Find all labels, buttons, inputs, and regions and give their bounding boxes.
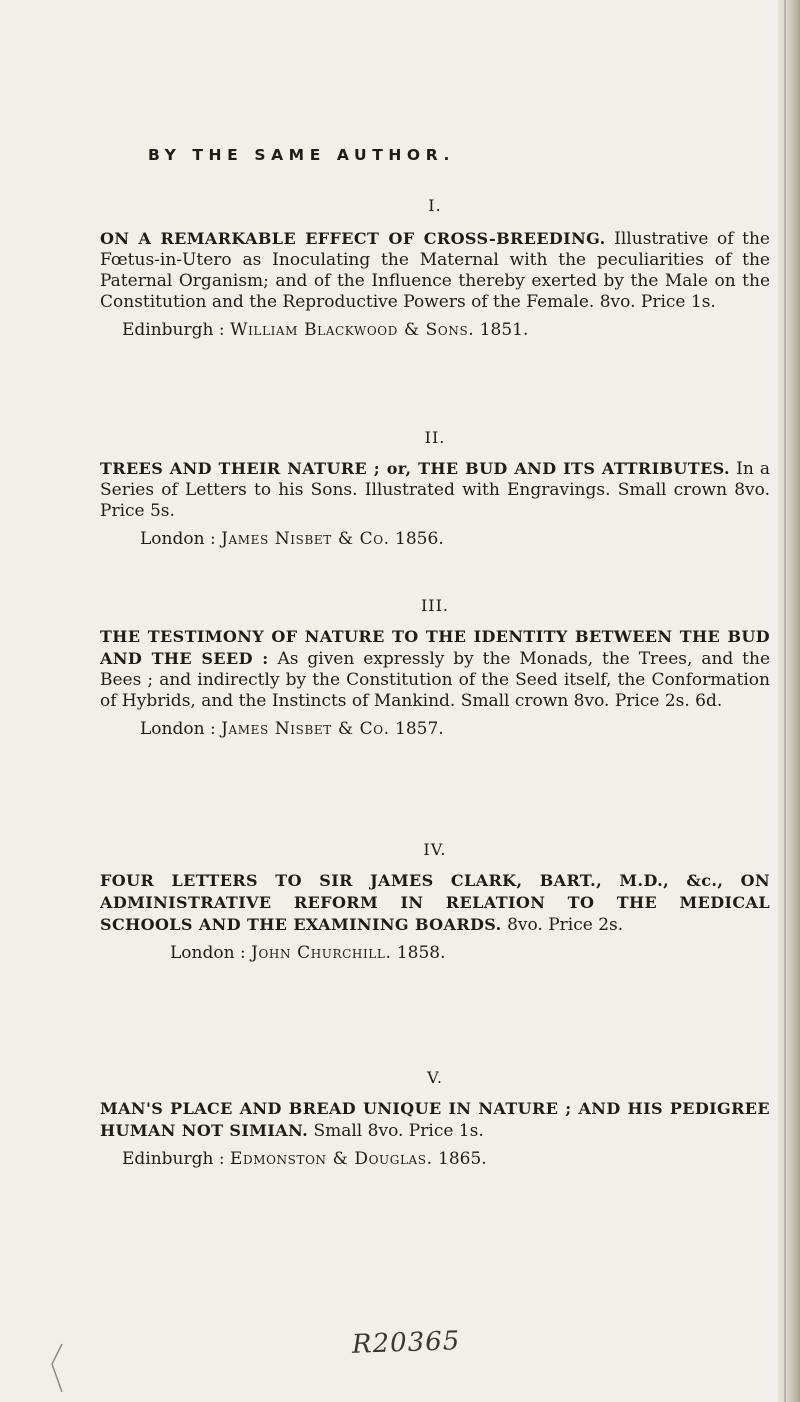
entry-title: TREES AND THEIR NATURE ; or, THE BUD AND ITS ATTRIBUTES. [100, 459, 731, 478]
imprint-year: 1858. [396, 943, 446, 963]
entry-imprint [100, 320, 770, 341]
entry-body [100, 626, 770, 740]
imprint-place: Edinburgh : [122, 1149, 225, 1169]
entry-title: FOUR LETTERS TO SIR JAMES CLARK, BART., M.D., &c., ON ADMINISTRATIVE REFORM IN RELATION TO THE MEDICAL SCHOOLS AND THE EXAMINING BOARDS. [100, 871, 770, 934]
imprint-place: London : [140, 529, 216, 549]
entry-imprint [100, 1149, 770, 1170]
entry-imprint [100, 719, 770, 740]
imprint-place: Edinburgh : [122, 320, 225, 340]
page-edge [778, 0, 800, 1402]
entry-description: Small 8vo. Price 1s. [313, 1121, 484, 1141]
entry-description: 8vo. Price 2s. [507, 915, 624, 935]
imprint-place: London : [140, 719, 216, 739]
imprint-place: London : [170, 943, 246, 963]
entry-description: In a Series of Letters to his Sons. Illustrated with Engravings. Small crown 8vo. Price 5s. [100, 459, 771, 521]
entry-body [100, 1098, 770, 1170]
imprint-year: 1857. [395, 719, 444, 739]
entry-title: THE TESTIMONY OF NATURE TO THE IDENTITY BETWEEN THE BUD AND THE SEED : [100, 627, 770, 668]
entry-title: MAN'S PLACE AND BREAD UNIQUE IN NATURE ; AND HIS PEDIGREE HUMAN NOT SIMIAN. [100, 1099, 770, 1140]
imprint-year: 1865. [438, 1149, 487, 1169]
imprint-year: 1856. [395, 529, 444, 549]
entry-title: ON A REMARKABLE EFFECT OF CROSS-BREEDING. [100, 229, 606, 248]
imprint-publisher: William Blackwood & Sons. [230, 320, 475, 340]
handwritten-shelfmark: R20365 [351, 1326, 461, 1360]
entry-imprint [100, 943, 770, 964]
imprint-publisher: Edmonston & Douglas. [230, 1149, 433, 1169]
entry-numeral: I. [428, 196, 442, 215]
entry-description: As given expressly by the Monads, the Trees, and the Bees ; and indirectly by the Constitution of the Seed itself, the Conformation of Hybrids, and the Instincts of Mankind. Small crown 8vo. Price 2s. 6d. [100, 649, 771, 711]
imprint-publisher: John Churchill. [251, 943, 392, 963]
imprint-publisher: James Nisbet & Co. [221, 529, 390, 549]
entry-body [100, 458, 770, 550]
entry-body [100, 870, 770, 964]
entry-numeral: V. [427, 1068, 443, 1087]
binding-shadow [784, 0, 786, 1402]
entry-numeral: III. [420, 596, 450, 615]
pencil-mark [0, 1342, 100, 1402]
entry-numeral: II. [424, 428, 446, 447]
imprint-year: 1851. [479, 320, 529, 340]
entry-imprint [100, 529, 770, 550]
entry-body [100, 228, 770, 341]
entry-numeral: IV. [423, 840, 447, 859]
entry-description: Illustrative of the Fœtus-in-Utero as Inoculating the Maternal with the peculiarities of the Paternal Organism; and of the Influence thereby exerted by the Male on the Constitution and the Reproductive Powers of the Female. 8vo. Price 1s. [100, 229, 770, 312]
page-heading: BY THE SAME AUTHOR. [148, 146, 456, 164]
imprint-publisher: James Nisbet & Co. [221, 719, 390, 739]
